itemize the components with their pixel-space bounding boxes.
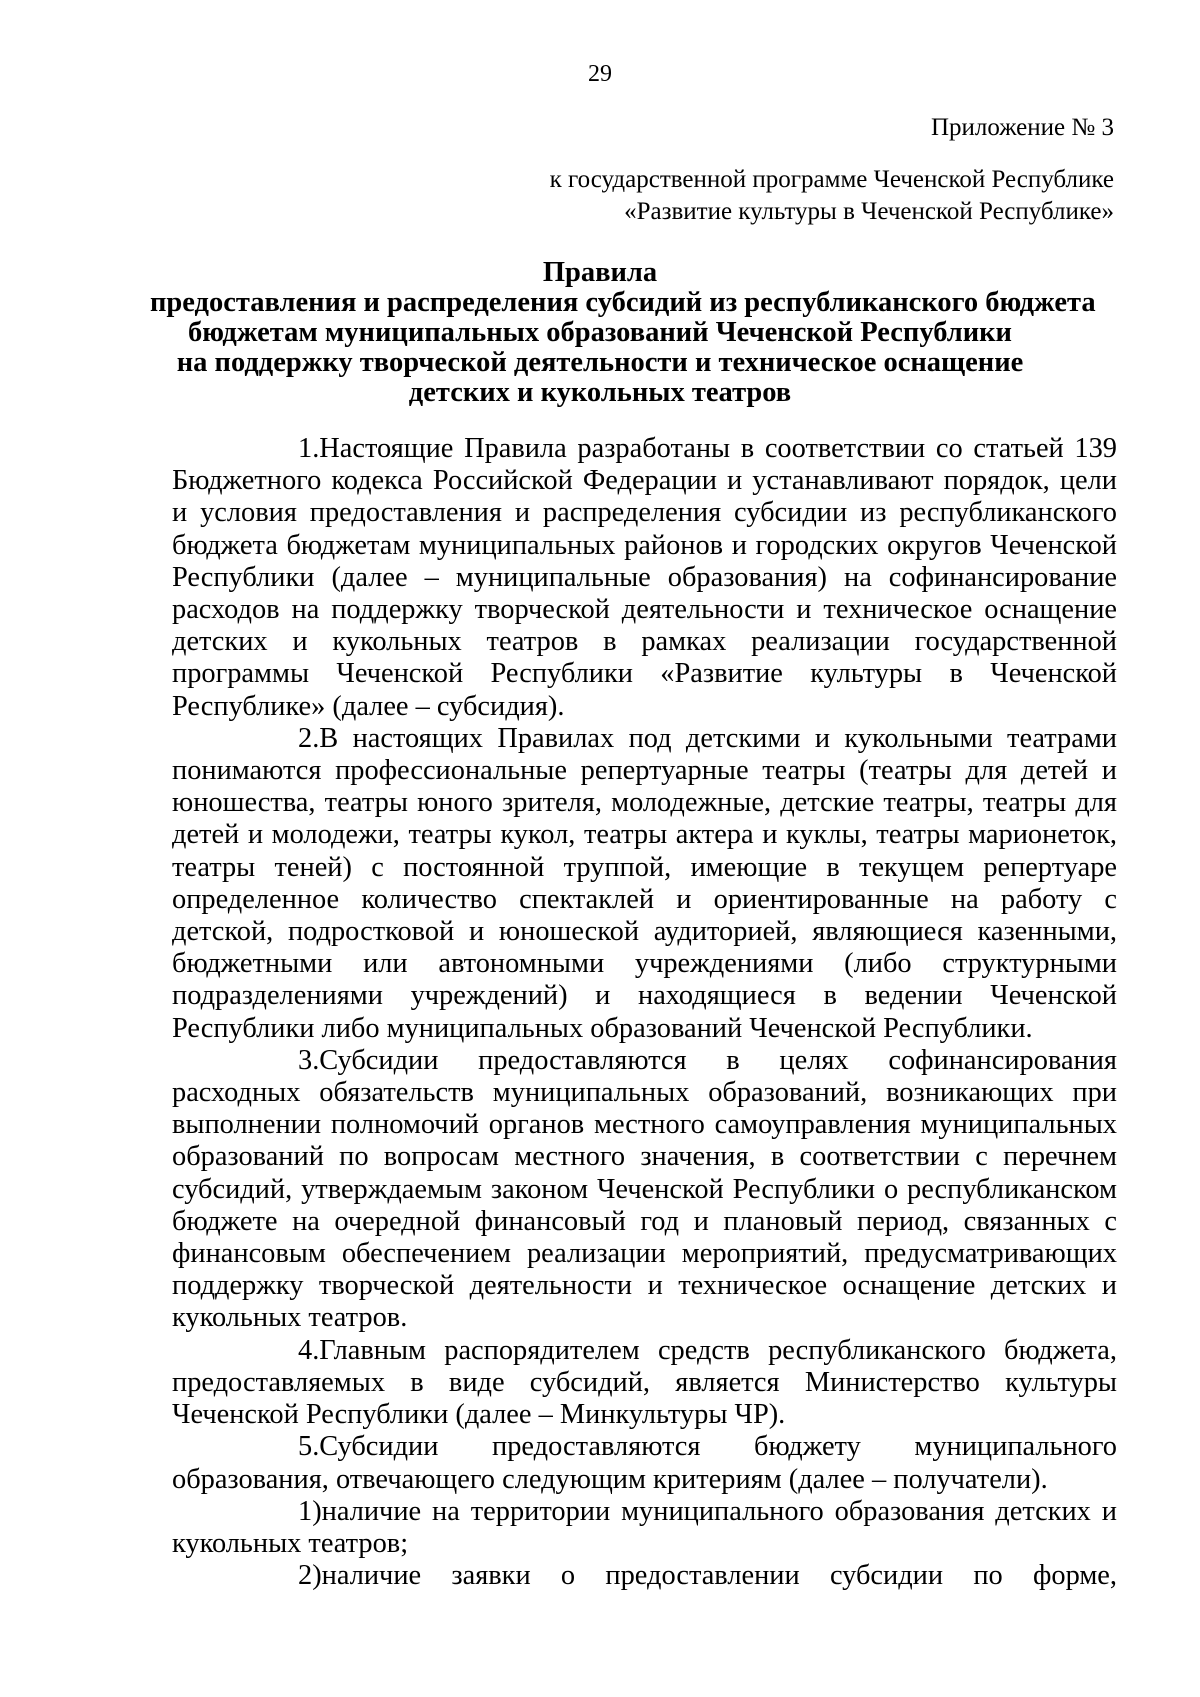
document-title (150, 257, 1096, 408)
paragraph-text: В настоящих Правилах под детскими и кукольными театрами понимаются профессиональные репертуарные театры (театры для детей и юношества, театры юного зрителя, молодежные, детские театры, театры для детей и молодежи, театры кукол, театры актера и куклы, театры марионеток, театры теней) с постоянной труппой, имеющие в текущем репертуаре определенное количество спектаклей и ориентированные на работу с детской, подростковой и юношеской аудиторией, являющиеся казенными, бюджетными или автономными учреждениями (либо структурными подразделениями учреждений) и находящиеся в ведении Чеченской Республики либо муниципальных образований Чеченской Республики. (172, 722, 1117, 1044)
appendix-header (550, 112, 1114, 228)
paragraph-1 (172, 433, 1117, 723)
paragraph-5 (172, 1431, 1117, 1495)
paragraph-text: Субсидии предоставляются бюджету муниципального образования, отвечающего следующим критериям (далее – получатели). (172, 1431, 1117, 1495)
criterion-2 (172, 1560, 1117, 1592)
page-number: 29 (588, 61, 612, 87)
title-line-4: на поддержку творческой деятельности и техническое оснащение (176, 347, 1024, 378)
paragraph-4 (172, 1335, 1117, 1432)
paragraph-text: Настоящие Правила разработаны в соответствии со статьей 139 Бюджетного кодекса Российской Федерации и устанавливают порядок, цели и условия предоставления и распределения субсидии из республиканского бюджета бюджетам муниципальных районов и городских округов Чеченской Республики (далее – муниципальные образования) на софинансирование расходов на поддержку творческой деятельности и техническое оснащение детских и кукольных театров в рамках реализации государственной программы Чеченской Республики «Развитие культуры в Чеченской Республике» (далее – субсидия). (172, 433, 1117, 722)
criterion-text: наличие заявки о предоставлении субсидии по форме, (321, 1560, 1117, 1592)
criterion-1 (172, 1496, 1117, 1560)
title-line-3: бюджетам муниципальных образований Чеченской Республики (188, 317, 1012, 348)
paragraph-2 (172, 723, 1117, 1045)
paragraph-number: 5. (298, 1431, 320, 1463)
criterion-number: 1) (298, 1495, 322, 1527)
appendix-line-2: «Развитие культуры в Чеченской Республике» (624, 198, 1114, 225)
criterion-number: 2) (298, 1560, 322, 1592)
appendix-line-1: к государственной программе Чеченской Республике (549, 166, 1114, 193)
title-line-2: предоставления и распределения субсидий из республиканского бюджета (150, 287, 1096, 318)
paragraph-number: 2. (298, 722, 320, 754)
document-body (172, 433, 1117, 1592)
title-line-5: детских и кукольных театров (408, 377, 792, 408)
appendix-title: Приложение № 3 (930, 114, 1114, 141)
paragraph-text: Главным распорядителем средств республиканского бюджета, предоставляемых в виде субсидий, является Министерство культуры Чеченской Республики (далее – Минкультуры ЧР). (172, 1334, 1117, 1431)
paragraph-text: Субсидии предоставляются в целях софинансирования расходных обязательств муниципальных образований, возникающих при выполнении полномочий органов местного самоуправления муниципальных образований по вопросам местного значения, в соответствии с перечнем субсидий, утверждаемым законом Чеченской Республики о республиканском бюджете на очередной финансовый год и плановый период, связанных с финансовым обеспечением реализации мероприятий, предусматривающих поддержку творческой деятельности и техническое оснащение детских и кукольных театров. (172, 1044, 1117, 1334)
paragraph-3 (172, 1045, 1117, 1335)
title-line-1: Правила (542, 257, 658, 288)
paragraph-number: 3. (298, 1044, 320, 1076)
criterion-text: наличие на территории муниципального образования детских и кукольных театров; (172, 1495, 1117, 1559)
paragraph-number: 1. (298, 433, 320, 464)
paragraph-number: 4. (298, 1334, 320, 1366)
